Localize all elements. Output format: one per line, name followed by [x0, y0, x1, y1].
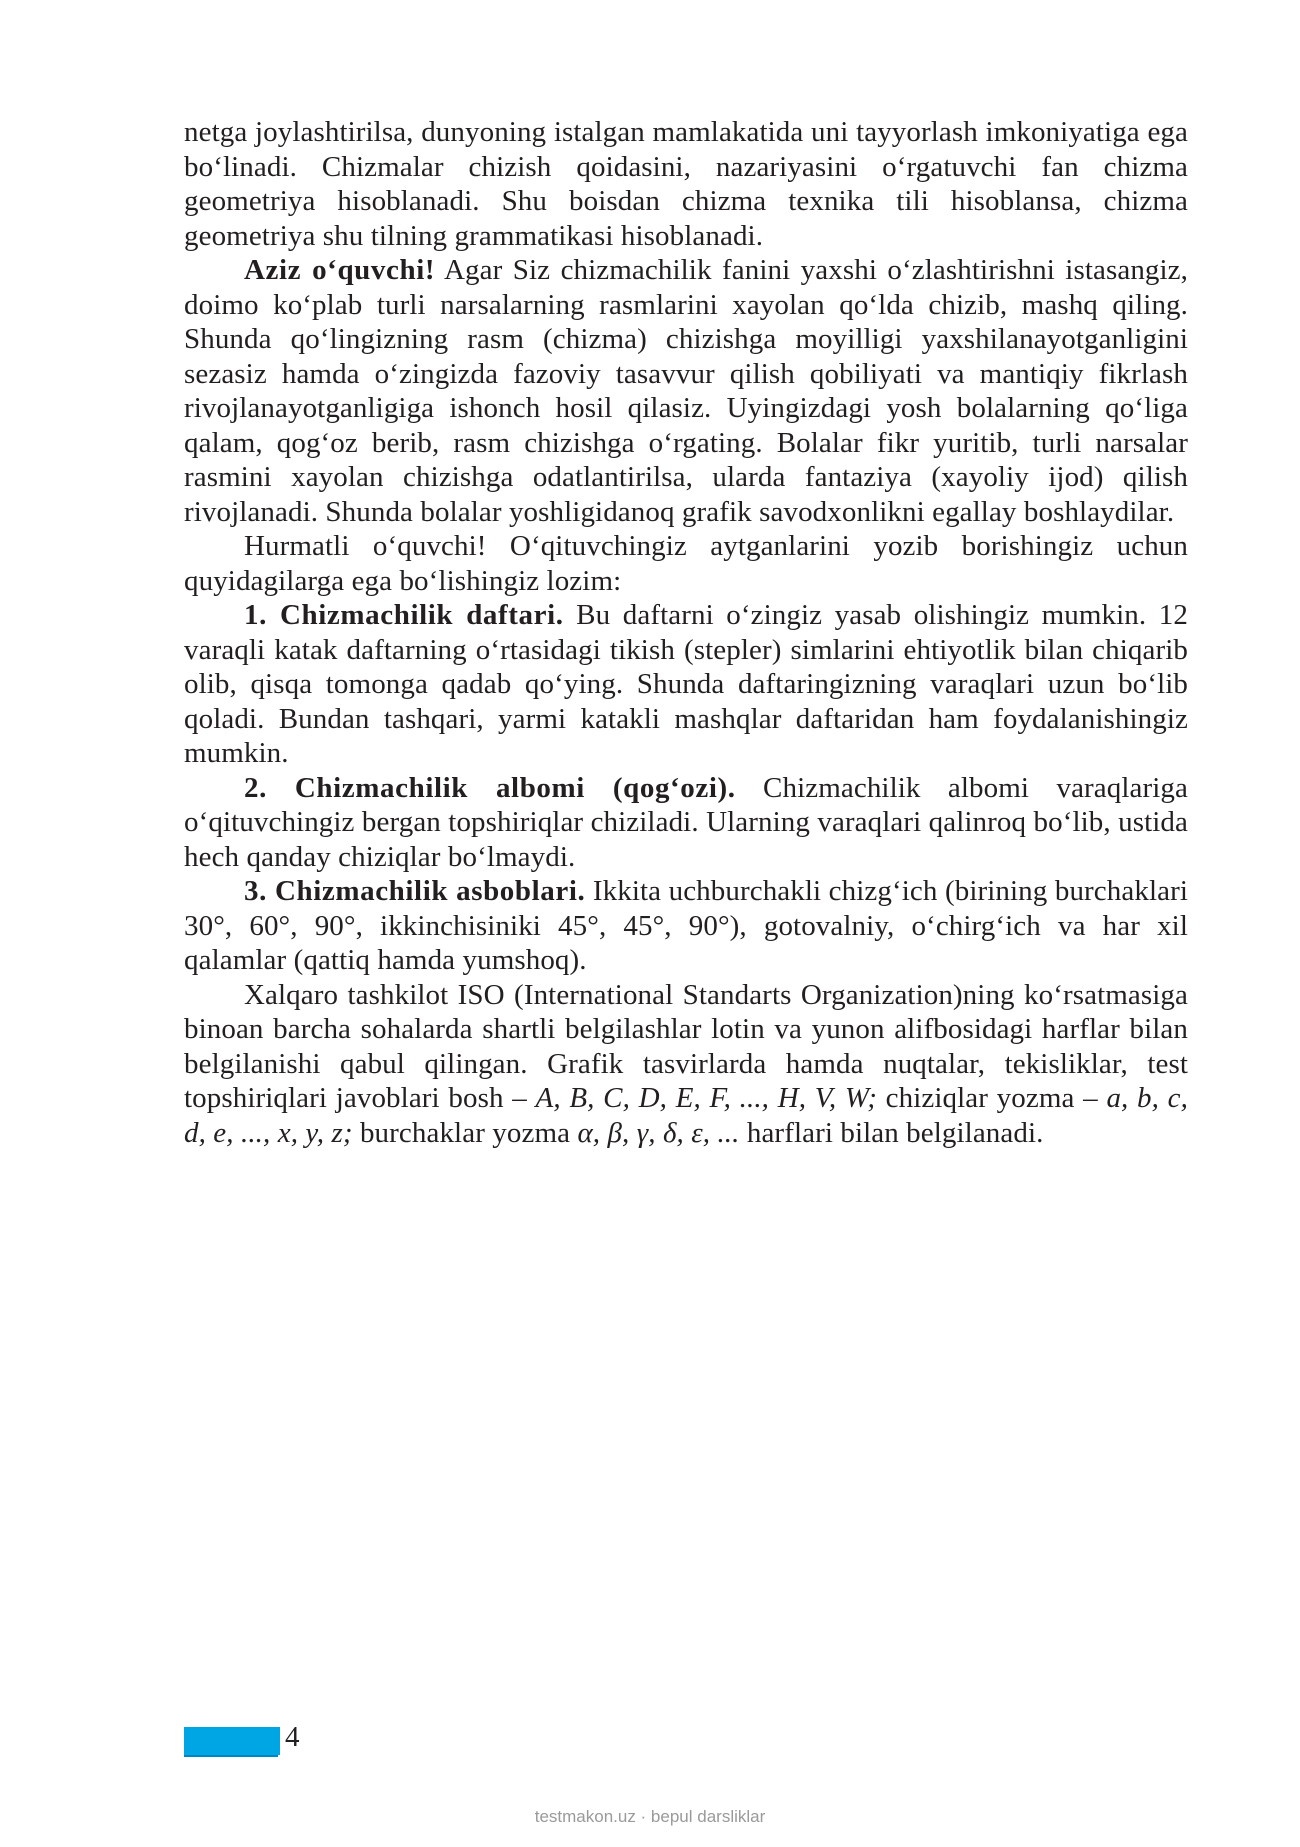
bold-heading-text: Aziz o‘quvchi! — [244, 254, 436, 286]
bold-heading-text: 2. Chizmachilik albomi (qog‘ozi). — [244, 771, 736, 804]
page-number: 4 — [285, 1721, 300, 1753]
paragraph — [184, 253, 1188, 529]
paragraph-text: chiziqlar yozma – — [877, 1082, 1107, 1114]
footer-watermark: testmakon.uz · bepul darsliklar — [534, 1807, 766, 1826]
italic-letters-text: a, b, c, d, e, ..., x, y, z; — [184, 1082, 1189, 1149]
paragraph — [184, 598, 1188, 771]
italic-letters-text: A, B, C, D, E, F, ..., H, V, W; — [535, 1082, 877, 1114]
paragraph-text: burchaklar yozma — [352, 1116, 578, 1149]
paragraph — [184, 115, 1188, 253]
paragraph-text: Agar Siz chizmachilik fanini yaxshi o‘zlashtirishni istasangiz, doimo ko‘plab turli narsalarning rasmlarini xayolan qo‘lda chizib, mashq qiling. Shunda qo‘lingizning rasm (chizma) chizishga moyilligi yaxshilanayotganligini sezasiz hamda o‘zingizda fazoviy tasavvur qilish qobiliyati va mantiqiy fikrlash rivojlanayotganligiga ishonch hosil qilasiz. Uyingizdagi yosh bolalarning qo‘liga qalam, qog‘oz berib, rasm chizishga o‘rgating. Bolalar fikr yuritib, turli narsalar rasmini xayolan chizishga odatlantirilsa, ularda fantaziya (xayoliy ijod) qilish rivojlanadi. Shunda bolalar yoshligidanoq grafik savodxonlikni egallay boshlaydilar. — [184, 254, 1188, 528]
bold-heading-text: 1. Chizmachilik daftari. — [244, 599, 564, 631]
paragraph-text: Bu daftarni o‘zingiz yasab olishingiz mumkin. 12 varaqli katak daftarning o‘rtasidagi tikish (stepler) simlarini ehtiyotlik bilan chiqarib olib, qisqa tomonga qadab qo‘ying. Shunda daftaringizning varaqlari uzun bo‘lib qoladi. Bundan tashqari, yarmi katakli mashqlar daftaridan ham foydalanishingiz mumkin. — [184, 599, 1189, 769]
page-number-bar — [184, 1727, 278, 1757]
paragraph — [184, 874, 1188, 978]
paragraph-text: Xalqaro tashkilot ISO (International Standarts Organization)ning ko‘rsatmasiga binoan barcha sohalarda shartli belgilashlar lotin va yunon alifbosidagi harflar bilan belgilanishi qabul qilingan. Grafik tasvirlarda hamda nuqtalar, tekisliklar, test topshiriqlari javoblari bosh – — [184, 978, 1188, 1114]
paragraph — [184, 978, 1188, 1151]
paragraph — [184, 771, 1188, 875]
paragraph-text: netga joylashtirilsa, dunyoning istalgan mamlakatida uni tayyorlash imkoniyatiga ega bo‘linadi. Chizmalar chizish qoidasini, nazariyasini o‘rgatuvchi fan chizma geometriya hisoblanadi. Shu boisdan chizma texnika tili hisoblansa, chizma geometriya shu tilning grammatikasi hisoblanadi. — [184, 116, 1188, 252]
paragraph-text: Chizmachilik albomi varaqlariga o‘qituvchingiz bergan topshiriqlar chiziladi. Ularning varaqlari qalinroq bo‘lib, ustida hech qanday chiziqlar bo‘lmaydi. — [184, 771, 1188, 873]
body-text — [184, 115, 1188, 1150]
paragraph — [184, 529, 1188, 598]
italic-letters-text: α, β, γ, δ, ε, ... — [577, 1116, 740, 1149]
paragraph-text: Ikkita uchburchakli chizg‘ich (birining burchaklari 30°, 60°, 90°, ikkinchisiniki 45°, 45°, 90°), gotovalniy, o‘chirg‘ich va har xil qalamlar (qattiq hamda yumshoq). — [184, 875, 1188, 976]
bold-heading-text: 3. Chizmachilik asboblari. — [244, 875, 586, 907]
paragraph-text: Hurmatli o‘quvchi! O‘qituvchingiz aytganlarini yozib borishingiz uchun quyidagilarga ega bo‘lishingiz lozim: — [184, 530, 1188, 597]
paragraph-text: harflari bilan belgilanadi. — [739, 1116, 1044, 1149]
